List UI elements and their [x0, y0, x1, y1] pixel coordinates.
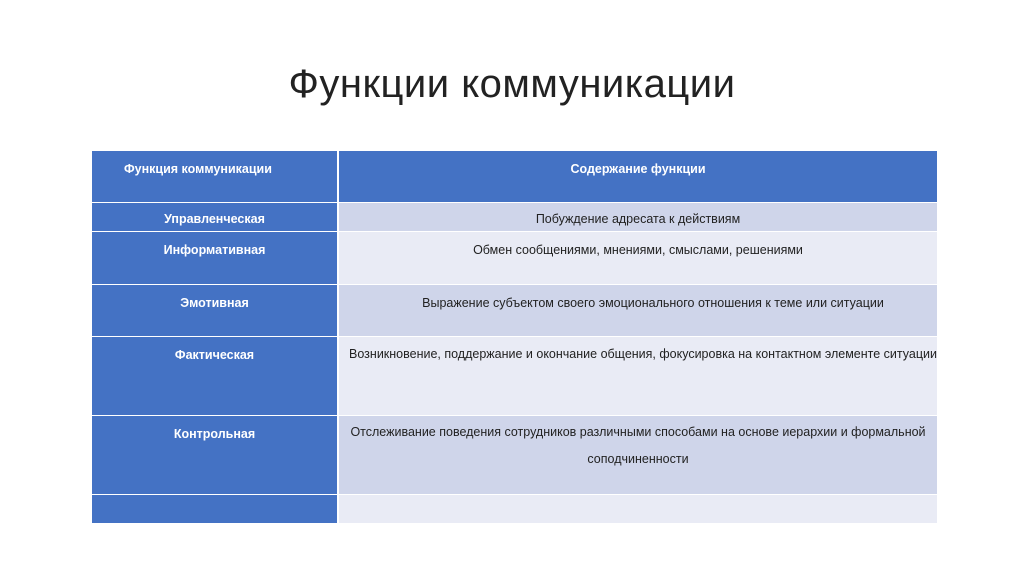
function-content-cell: Побуждение адресата к действиям — [339, 203, 937, 231]
function-content-cell: Отслеживание поведения сотрудников различными способами на основе иерархии и формальной соподчиненности — [339, 416, 937, 494]
function-name-cell: Управленческая — [92, 203, 339, 231]
function-content-cell: Обмен сообщениями, мнениями, смыслами, решениями — [339, 232, 937, 284]
function-content-cell — [339, 495, 937, 523]
table-header-row — [92, 151, 937, 203]
function-name-cell: Информативная — [92, 232, 339, 284]
functions-table — [92, 151, 937, 524]
table-row-empty — [92, 495, 937, 524]
slide-title: Функции коммуникации — [288, 62, 736, 106]
table-row — [92, 416, 937, 495]
table-row — [92, 203, 937, 232]
header-content: Содержание функции — [339, 151, 937, 202]
header-function: Функция коммуникации — [92, 151, 339, 202]
function-content-cell: Возникновение, поддержание и окончание общения, фокусировка на контактном элементе ситуации — [339, 337, 937, 415]
function-content-cell: Выражение субъектом своего эмоционального отношения к теме или ситуации — [339, 285, 937, 336]
table-row — [92, 337, 937, 416]
table-row — [92, 232, 937, 285]
table-row — [92, 285, 937, 337]
function-name-cell: Фактическая — [92, 337, 339, 415]
function-name-cell: Эмотивная — [92, 285, 339, 336]
function-name-cell — [92, 495, 339, 523]
function-name-cell: Контрольная — [92, 416, 339, 494]
